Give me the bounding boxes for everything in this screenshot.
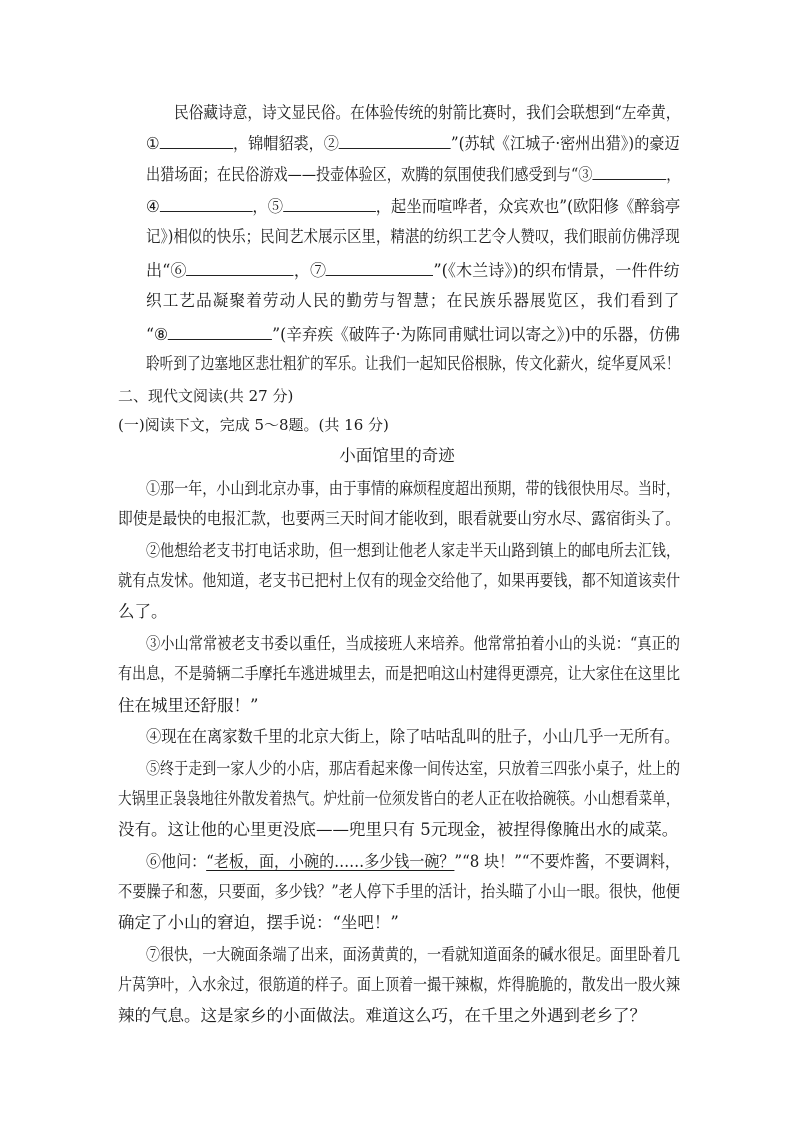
poetry-line-2 xyxy=(146,130,680,156)
paragraph-line: ⑦很快，一大碗面条端了出来，面汤黄黄的，一看就知道面条的碱水很足。面里卧着几 xyxy=(146,945,681,964)
paragraph-line: 辣的气息。这是家乡的小面做法。难道这么巧，在千里之外遇到老乡了？ xyxy=(118,1006,646,1025)
text: 民俗藏诗意，诗文显民俗。在体验传统的射箭比赛时，我们会联想到“左牵黄， xyxy=(174,103,681,122)
blank-7[interactable] xyxy=(326,257,433,276)
story-title: 小面馆里的奇迹 xyxy=(339,446,455,465)
text: 聆听到了边塞地区悲壮粗犷的军乐。让我们一起知民俗根脉，传文化薪火，绽华夏风采！ xyxy=(146,354,680,373)
poetry-line-3 xyxy=(146,161,680,187)
sub-heading: (一)阅读下文，完成 5～8题。(共 16 分) xyxy=(118,416,389,434)
paragraph-line: 就有点发怵。他知道，老支书已把村上仅有的现金交给他了，如果再要钱，都不知道该卖什 xyxy=(118,571,680,590)
paragraph-line: ③小山常常被老支书委以重任，当成接班人来培养。他常常拍着小山的头说：“真正的 xyxy=(146,634,680,653)
paragraph-line: 大锅里正袅袅地往外散发着热气。炉灶前一位须发皆白的老人正在收拾碗筷。小山想看菜单， xyxy=(118,789,680,808)
blank-2[interactable] xyxy=(339,130,451,149)
blank-6[interactable] xyxy=(186,257,293,276)
text: ”(《木兰诗》)的织布情景，一件件纺 xyxy=(433,261,680,280)
text: ，起坐而喧哗者，众宾欢也”(欧阳修《醉翁亭 xyxy=(375,197,681,216)
underlined-question: “老板，面，小碗的……多少钱一碗？ xyxy=(206,852,455,871)
paragraph-6-line xyxy=(146,850,680,874)
blank-5[interactable] xyxy=(283,193,376,212)
poetry-line-9 xyxy=(146,352,680,376)
blank-1[interactable] xyxy=(160,130,233,149)
poetry-line-4 xyxy=(146,193,680,219)
section-heading: 二、现代文阅读(共 27 分) xyxy=(118,387,294,405)
text: ⑥他问： xyxy=(146,852,207,871)
paragraph-line: 么了。 xyxy=(118,602,168,621)
paragraph-line: 有出息，不是骑辆二手摩托车逃进城里去，而是把咱这山村建得更漂亮，让大家住在这里比 xyxy=(118,664,680,683)
blank-4[interactable] xyxy=(160,193,253,212)
text: 出“⑥ xyxy=(146,261,187,280)
paragraph-line: ①那一年，小山到北京办事，由于事情的麻烦程度超出预期，带的钱很快用尽。当时， xyxy=(146,479,681,498)
paragraph-line: 不要臊子和葱，只要面，多少钱？”老人停下手里的活计，抬头瞄了小山一眼。很快，他便 xyxy=(118,882,680,901)
text: ”“8 块！”“不要炸酱，不要调料， xyxy=(454,852,680,871)
text: 织工艺品凝聚着劳动人民的勤劳与智慧；在民族乐器展览区，我们看到了 xyxy=(146,291,681,310)
paragraph-line: 确定了小山的窘迫，摆手说：“坐吧！” xyxy=(118,913,399,932)
text: ④ xyxy=(146,197,160,216)
paragraph-line: 没有。这让他的心里更没底——兜里只有 5元现金，被捏得像腌出水的咸菜。 xyxy=(118,820,679,839)
poetry-line-1 xyxy=(174,101,680,125)
paragraph-line: ④现在在离家数千里的北京大街上，除了咕咕乱叫的肚子，小山几乎一无所有。 xyxy=(146,727,680,746)
paragraph-line: 住在城里还舒服！” xyxy=(118,696,259,715)
paragraph-line: ②他想给老支书打电话求助，但一想到让他老人家走半天山路到镇上的邮电所去汇钱， xyxy=(146,541,681,560)
blank-8[interactable] xyxy=(168,321,272,340)
paragraph-line: 片莴笋叶，入水汆过，很筋道的样子。面上顶着一撮干辣椒，炸得脆脆的，散发出一股火辣 xyxy=(118,975,680,994)
paragraph-line: ⑤终于走到一家人少的小店，那店看起来像一间传达室，只放着三四张小桌子，灶上的 xyxy=(146,759,681,778)
text: ，锦帽貂裘，② xyxy=(232,134,339,153)
text: ① xyxy=(146,134,160,153)
text: ，⑤ xyxy=(252,197,284,216)
poetry-line-8 xyxy=(146,321,680,347)
text: 出猎场面；在民俗游戏——投壶体验区，欢腾的氛围使我们感受到与“③ xyxy=(146,165,593,184)
poetry-line-6 xyxy=(146,257,680,283)
text: ”(苏轼《江城子·密州出猎》)的豪迈 xyxy=(450,134,680,153)
blank-3[interactable] xyxy=(592,161,666,180)
text: ，⑦ xyxy=(293,261,327,280)
text: “⑧ xyxy=(146,325,168,344)
paragraph-line: 即使是最快的电报汇款，也要两三天时间才能收到，眼看就要山穷水尽、露宿街头了。 xyxy=(118,509,680,528)
text: ， xyxy=(666,165,681,184)
poetry-line-5 xyxy=(146,225,680,249)
poetry-line-7 xyxy=(146,289,680,313)
text: 记》)相似的快乐；民间艺术展示区里，精湛的纺织工艺令人赞叹，我们眼前仿佛浮现 xyxy=(146,227,680,246)
text: ”(辛弃疾《破阵子·为陈同甫赋壮词以寄之》)中的乐器，仿佛 xyxy=(272,325,681,344)
